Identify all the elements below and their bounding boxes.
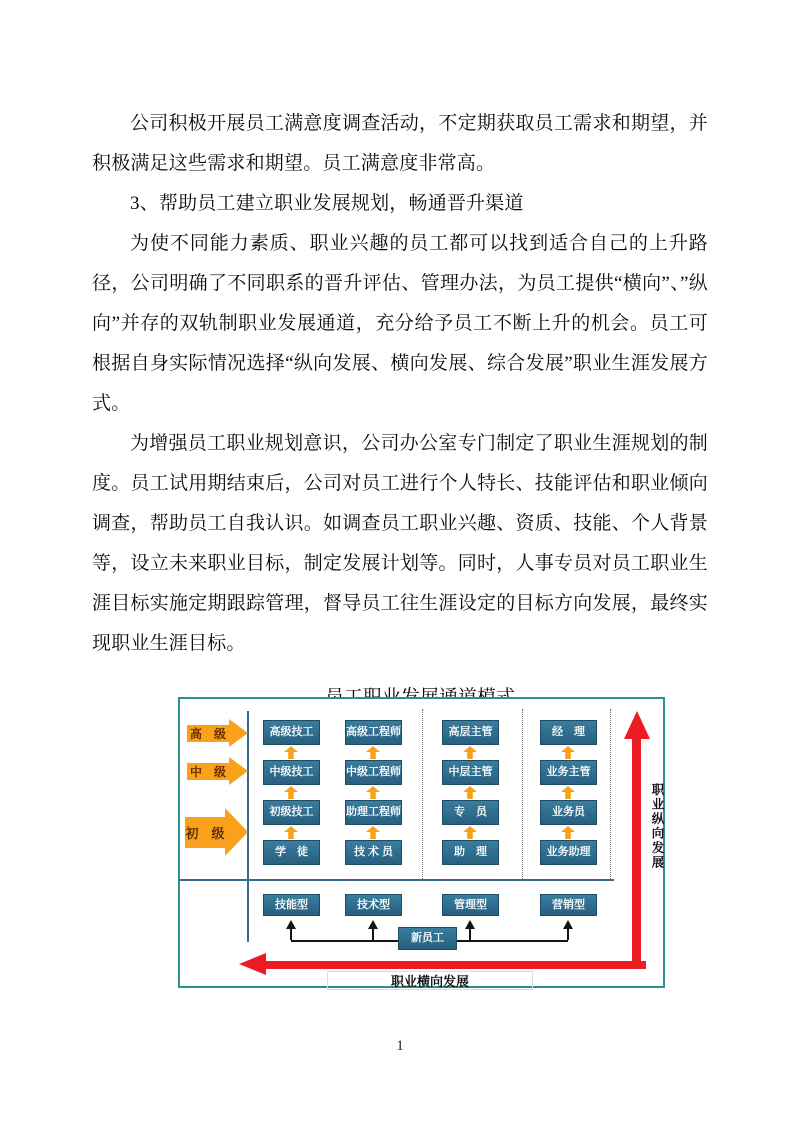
level-arrow-label: 中 级	[189, 765, 226, 779]
document-text	[92, 104, 708, 718]
horizontal-axis-label-text: 职业横向发展	[390, 974, 469, 989]
rank-box: 业务员	[540, 800, 597, 825]
up-arrowhead-icon	[286, 920, 296, 929]
page-number: 1	[396, 1038, 404, 1054]
level-arrow-label: 高 级	[189, 727, 226, 741]
right-arrow-icon	[229, 757, 248, 785]
rank-box: 初级技工	[263, 800, 320, 825]
up-arrow-icon	[366, 786, 380, 799]
right-arrow-icon	[225, 808, 248, 856]
up-arrow-icon	[284, 786, 298, 799]
rank-box: 高层主管	[442, 720, 499, 745]
horizontal-divider-line	[180, 879, 614, 881]
rank-box: 专 员	[442, 800, 499, 825]
paragraph-career-planning: 为增强员工职业规划意识，公司办公室专门制定了职业生涯规划的制度。员工试用期结束后，公司对员工进行个人特长、技能评估和职业倾向调查，帮助员工自我认识。如调查员工职业兴趣、资质、技能、个人背景等，设立未来职业目标，制定发展计划等。同时，人事专员对员工职业生涯目标实施定期跟踪管理，督导员工往生涯设定的目标方向发展，最终实现职业生涯目标。	[92, 433, 708, 654]
up-arrowhead-icon	[624, 711, 650, 739]
up-arrowhead-icon	[465, 920, 475, 929]
connector-stub	[372, 928, 374, 940]
up-arrow-icon	[463, 746, 477, 759]
category-box: 技能型	[263, 894, 320, 916]
up-arrowhead-icon	[368, 920, 378, 929]
dotted-divider	[422, 709, 423, 881]
rank-box: 业务助理	[540, 840, 597, 865]
new-employee-box: 新员工	[398, 927, 457, 950]
up-arrow-icon	[463, 826, 477, 839]
up-arrow-icon	[561, 786, 575, 799]
connector-stub	[469, 928, 471, 940]
up-arrowhead-icon	[563, 920, 573, 929]
category-box: 技术型	[345, 894, 402, 916]
level-arrow-senior	[187, 725, 229, 742]
connector-stub	[290, 928, 292, 940]
rank-box: 助理工程师	[345, 800, 402, 825]
rank-box: 技 术 员	[345, 840, 402, 865]
rank-box: 助 理	[442, 840, 499, 865]
connector-stub	[567, 928, 569, 940]
left-arrowhead-icon	[239, 953, 266, 975]
rank-box: 中层主管	[442, 760, 499, 785]
paragraph-dual-track: 为使不同能力素质、职业兴趣的员工都可以找到适合自己的上升路径，公司明确了不同职系的晋升评估、管理办法，为员工提供“横向”、”纵向”并存的双轨制职业发展通道，充分给予员工不断上升的机会。员工可根据自身实际情况选择“纵向发展、横向发展、综合发展”职业生涯发展方式。	[92, 233, 708, 414]
up-arrow-icon	[366, 826, 380, 839]
up-arrow-icon	[463, 786, 477, 799]
rank-box: 业务主管	[540, 760, 597, 785]
career-diagram	[178, 697, 665, 988]
up-arrow-icon	[284, 826, 298, 839]
level-arrow-junior	[185, 817, 225, 848]
level-arrow-middle	[187, 763, 229, 780]
vertical-growth-arrow	[632, 737, 641, 962]
rank-box: 中级工程师	[345, 760, 402, 785]
dotted-divider	[610, 709, 611, 881]
category-box: 管理型	[442, 894, 499, 916]
level-arrow-label: 初 级	[185, 826, 225, 841]
up-arrow-icon	[561, 826, 575, 839]
rank-box: 学 徒	[263, 840, 320, 865]
vertical-axis-label: 职业纵向发展	[650, 783, 664, 870]
horizontal-growth-arrow	[266, 961, 646, 969]
rank-box: 中级技工	[263, 760, 320, 785]
rank-box: 经 理	[540, 720, 597, 745]
rank-box: 高级技工	[263, 720, 320, 745]
up-arrow-icon	[561, 746, 575, 759]
dotted-divider	[522, 709, 523, 881]
paragraph-satisfaction: 公司积极开展员工满意度调查活动，不定期获取员工需求和期望，并积极满足这些需求和期望。员工满意度非常高。	[92, 113, 708, 174]
category-box: 营销型	[540, 894, 597, 916]
section-heading: 3、帮助员工建立职业发展规划，畅通晋升渠道	[130, 193, 524, 214]
up-arrow-icon	[284, 746, 298, 759]
horizontal-axis-label	[327, 971, 533, 990]
right-arrow-icon	[229, 719, 248, 747]
up-arrow-icon	[366, 746, 380, 759]
rank-box: 高级工程师	[345, 720, 402, 745]
